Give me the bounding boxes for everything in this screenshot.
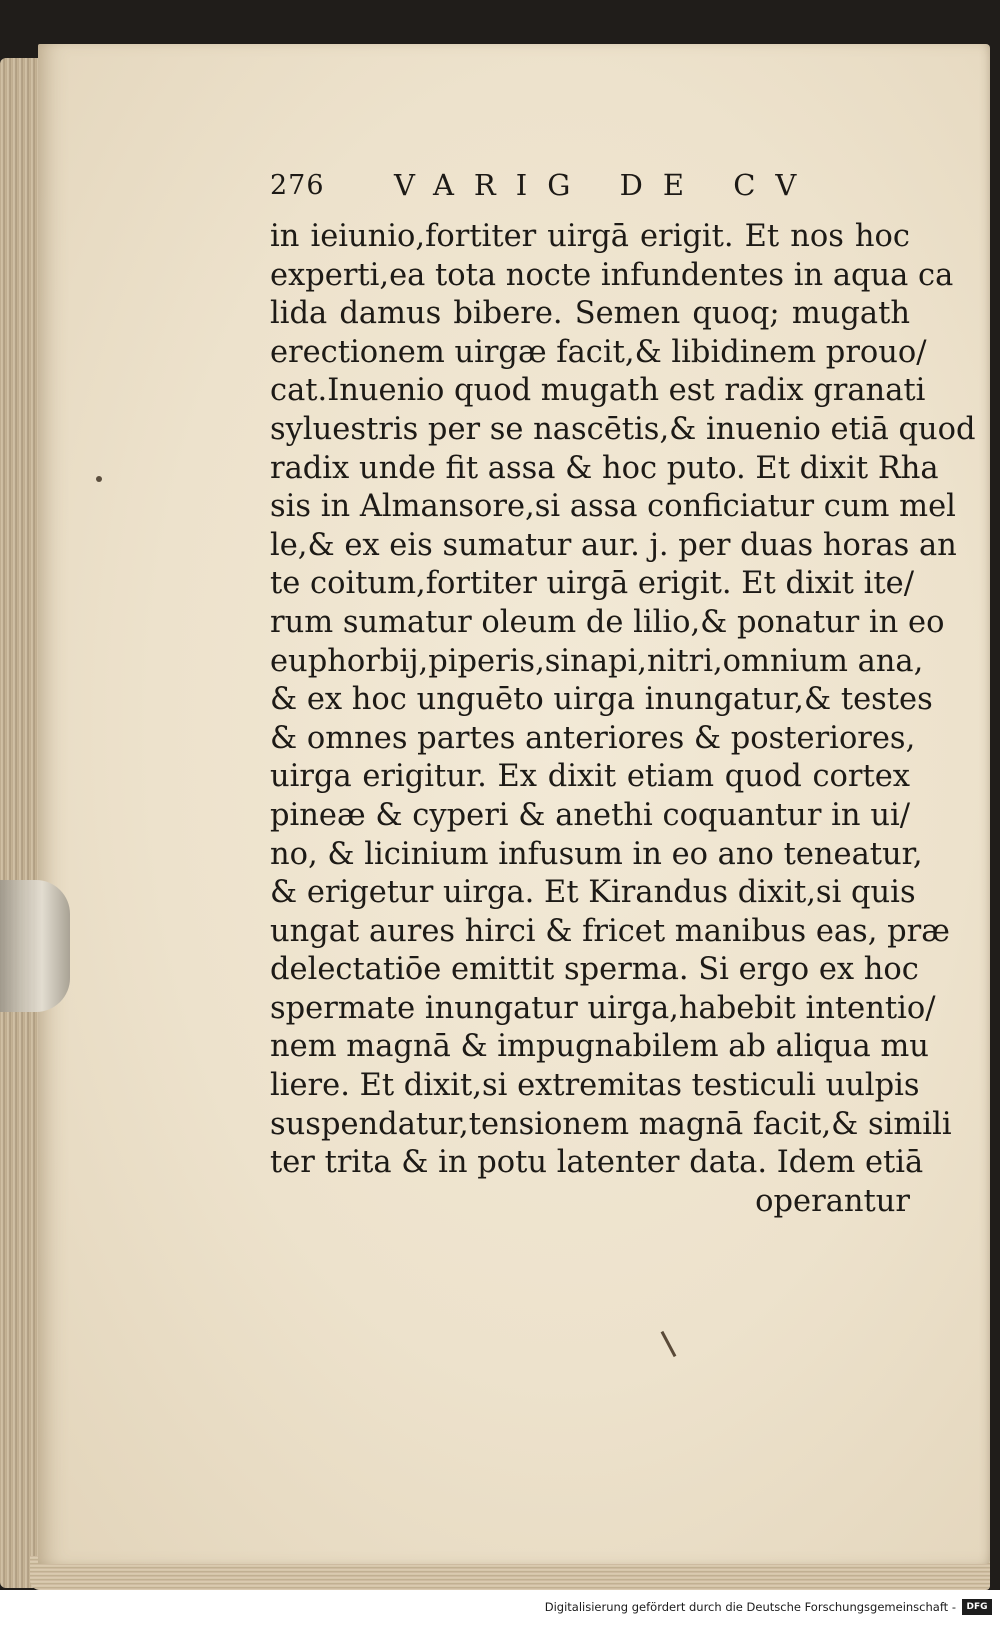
- text-line: te coitum,fortiter uirgā erigit. Et dixit ite/: [270, 566, 914, 602]
- text-line: pineæ & cyperi & anethi coquantur in ui/: [270, 797, 910, 833]
- text-line: euphorbij,piperis,sinapi,nitri,omnium ana,: [270, 643, 924, 679]
- text-line: spermate inungatur uirga,habebit intentio/: [270, 990, 936, 1026]
- text-line: ungat aures hirci & fricet manibus eas, præ: [270, 913, 950, 949]
- text-line: suspendatur,tensionem magnā facit,& simili: [270, 1106, 952, 1142]
- text-line: le,& ex eis sumatur aur. j. per duas horas an: [270, 527, 957, 563]
- text-line: experti,ea tota nocte infundentes in aqua ca: [270, 257, 954, 293]
- page-number: 276: [270, 170, 325, 201]
- text-line: ter trita & in potu latenter data. Idem etiā: [270, 1145, 924, 1181]
- running-head: [270, 162, 910, 218]
- running-title: VARIG DE CV: [394, 168, 817, 202]
- text-line: rum sumatur oleum de lilio,& ponatur in eo: [270, 604, 945, 640]
- text-line: in ieiunio,fortiter uirgā erigit. Et nos hoc: [270, 219, 910, 254]
- catchword: operantur: [755, 1183, 910, 1219]
- text-line: syluestris per se nascētis,& inuenio etiā quod: [270, 411, 976, 447]
- text-line: nem magnā & impugnabilem ab aliqua mu: [270, 1029, 929, 1065]
- body-text: [270, 218, 976, 1221]
- ink-spot: [96, 476, 102, 482]
- text-line: lida damus bibere. Semen quoq; mugath: [270, 296, 910, 332]
- text-line: sis in Almansore,si assa conficiatur cum mel: [270, 489, 956, 525]
- footer-credit: Digitalisierung gefördert durch die Deutsche Forschungsgemeinschaft -: [544, 1600, 956, 1614]
- page-clip: [0, 880, 70, 1012]
- text-line: cat.Inuenio quod mugath est radix granati: [270, 373, 926, 409]
- text-line: & omnes partes anteriores & posteriores,: [270, 720, 916, 756]
- dfg-logo: DFG: [962, 1599, 992, 1615]
- text-line: radix unde fit assa & hoc puto. Et dixit Rha: [270, 450, 939, 486]
- text-line: no, & licinium infusum in eo ano teneatur,: [270, 836, 923, 872]
- text-line: & erigetur uirga. Et Kirandus dixit,si quis: [270, 875, 916, 911]
- text-line: liere. Et dixit,si extremitas testiculi uulpis: [270, 1068, 920, 1104]
- page-text-block: [270, 162, 976, 1221]
- digitization-footer: [0, 1590, 1000, 1626]
- text-line: erectionem uirgæ facit,& libidinem prouo/: [270, 334, 927, 370]
- text-line: & ex hoc unguēto uirga inungatur,& testes: [270, 682, 933, 718]
- text-line: uirga erigitur. Ex dixit etiam quod cortex: [270, 759, 910, 795]
- text-line: delectatiōe emittit sperma. Si ergo ex hoc: [270, 952, 919, 988]
